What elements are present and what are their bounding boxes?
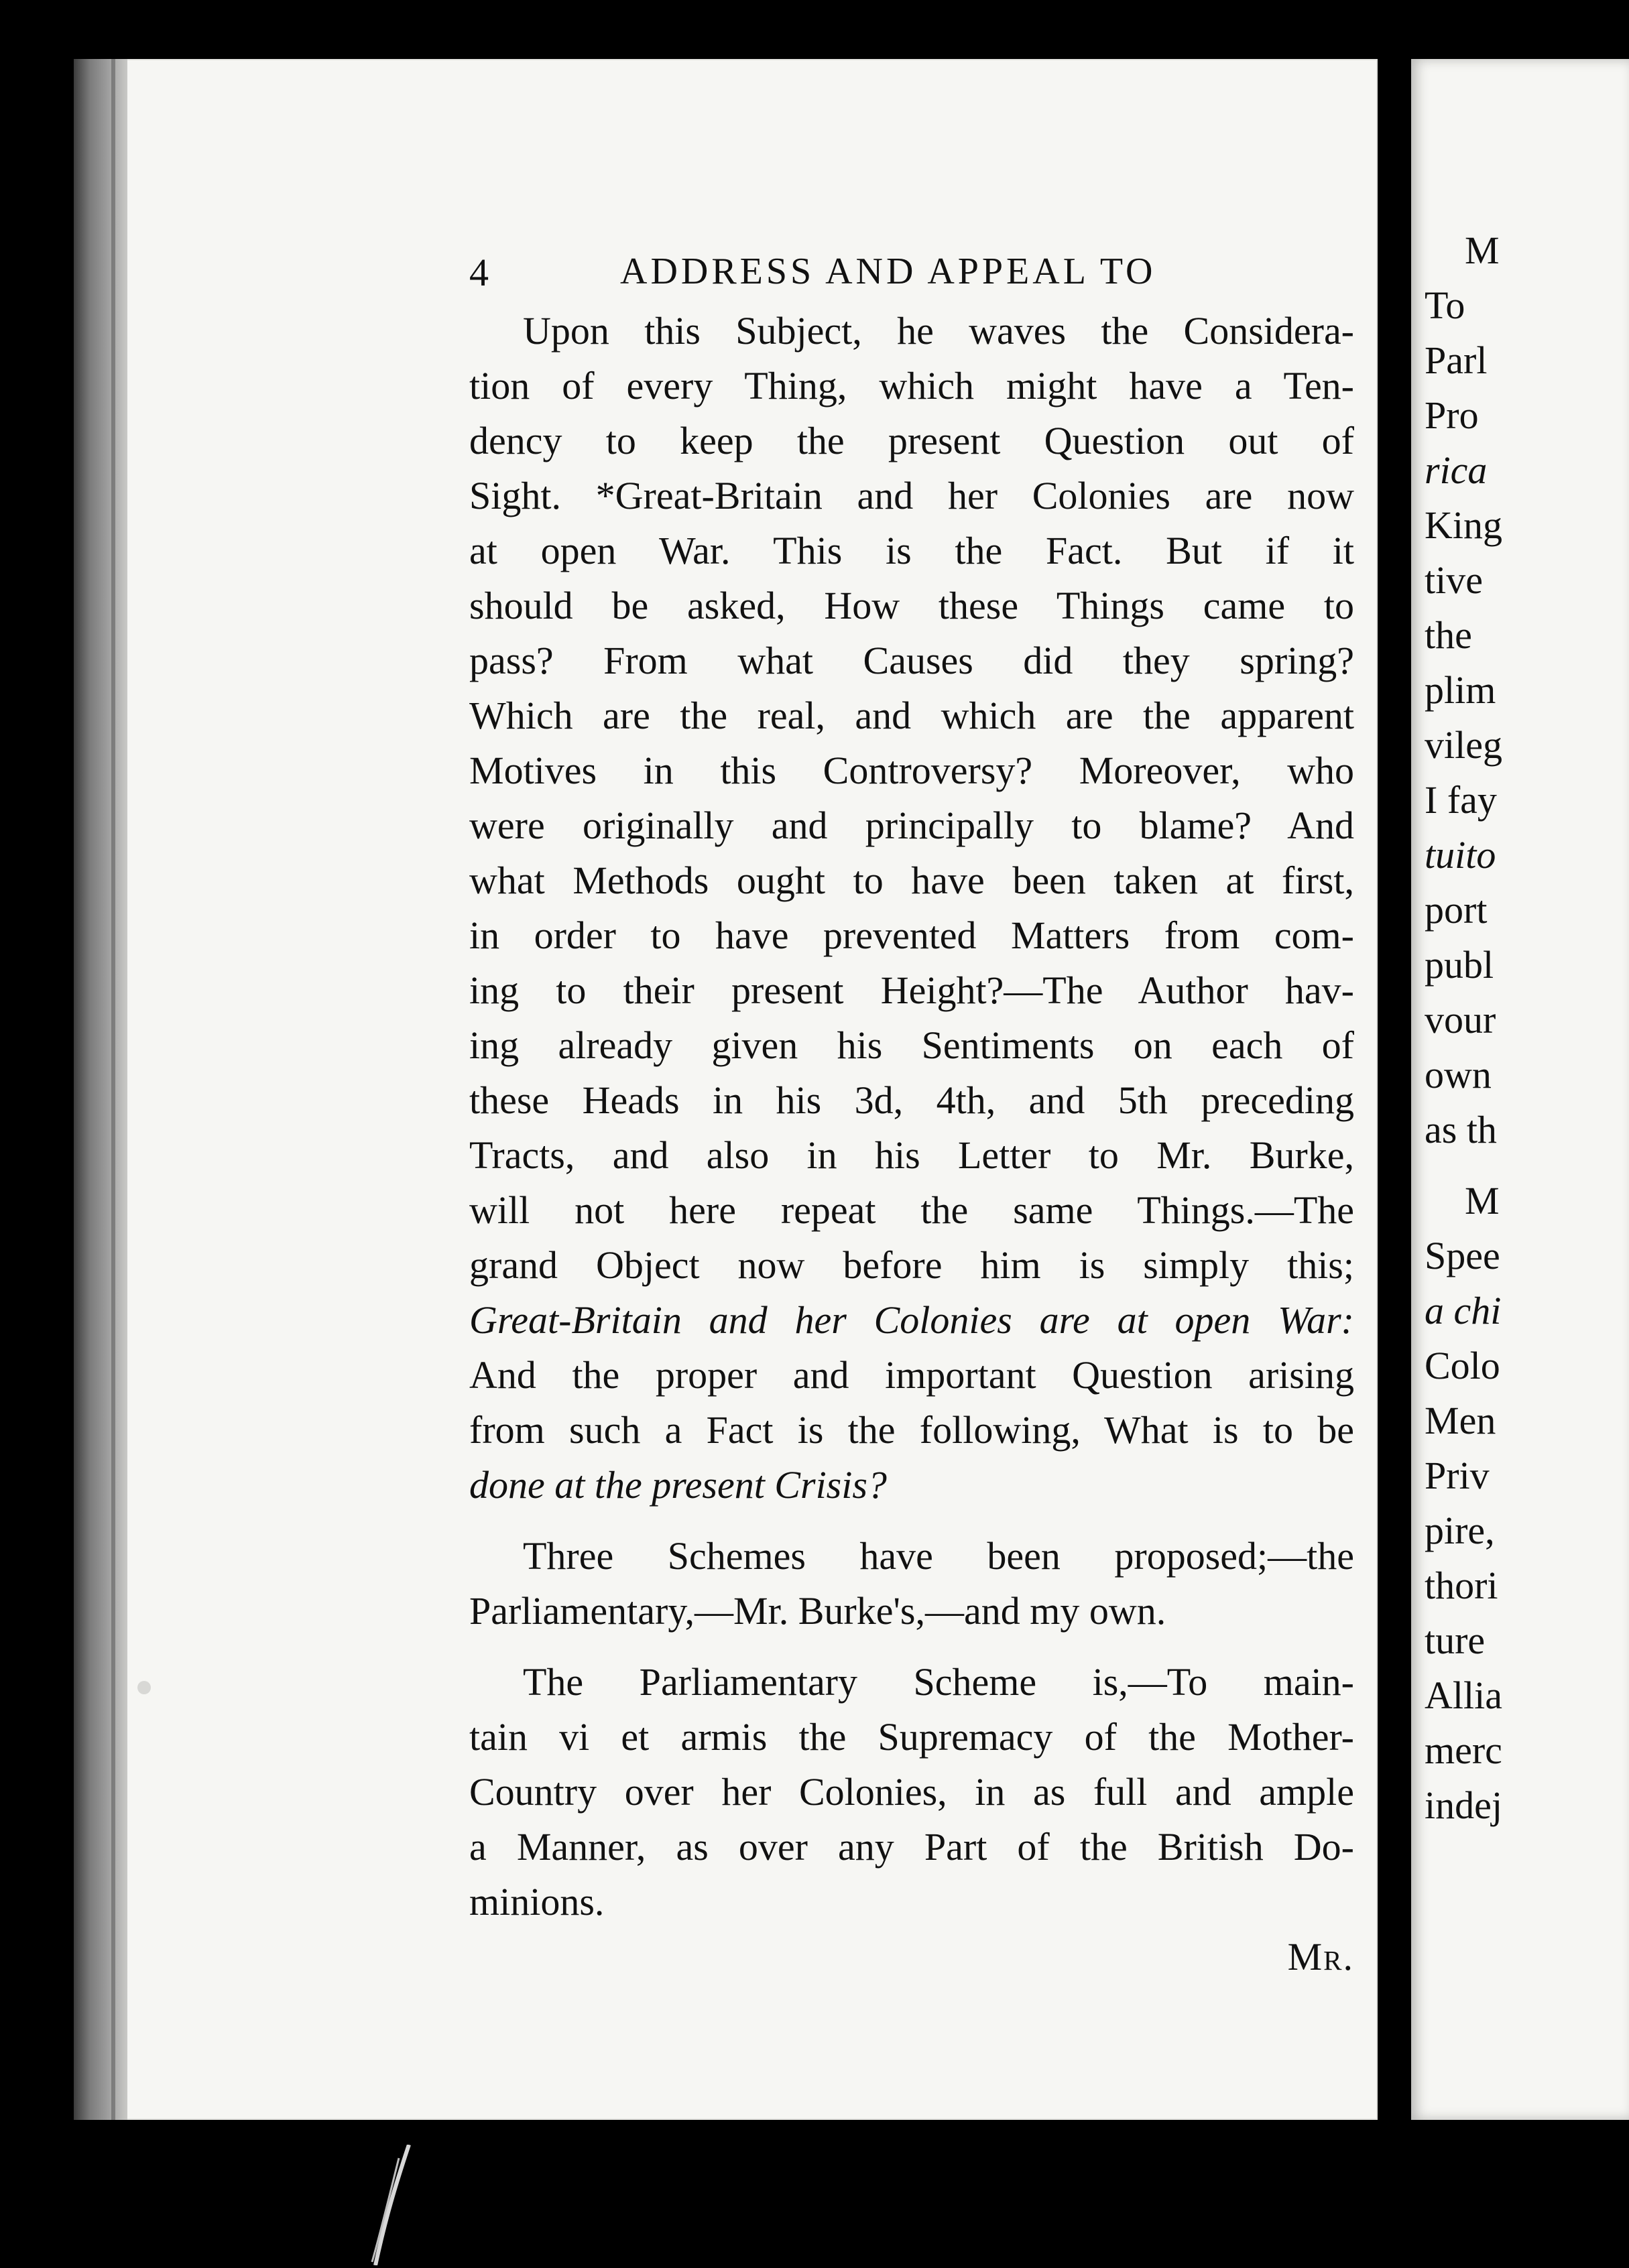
text-line: Country over her Colonies, in as full and ample: [469, 1770, 1354, 1814]
text-line: Sight. *Great-Britain and her Colonies are now: [469, 474, 1354, 517]
facing-line-fragment: Allia: [1425, 1674, 1502, 1717]
facing-line-fragment: To: [1425, 284, 1465, 327]
text-line: done at the present Crisis?: [469, 1463, 887, 1507]
facing-line-fragment: merc: [1425, 1728, 1502, 1772]
facing-line-fragment: the: [1425, 613, 1472, 657]
text-line: in order to have prevented Matters from com-: [469, 914, 1354, 957]
facing-line-fragment: a chi: [1425, 1289, 1502, 1332]
text-line: should be asked, How these Things came to: [469, 584, 1354, 627]
facing-line-fragment: thori: [1425, 1564, 1498, 1607]
catchword: [396, 1930, 1354, 1984]
facing-line-fragment: pire,: [1425, 1509, 1495, 1552]
facing-line-fragment: tive: [1425, 558, 1483, 602]
facing-line-fragment: Parl: [1425, 338, 1488, 382]
text-line: what Methods ought to have been taken at first,: [469, 859, 1354, 902]
text-line: from such a Fact is the following, What is to be: [469, 1408, 1354, 1452]
facing-line-fragment: indej: [1425, 1783, 1502, 1827]
text-line: Three Schemes have been proposed;—the: [523, 1534, 1354, 1578]
facing-line-fragment: ture: [1425, 1619, 1486, 1662]
running-head: [396, 230, 1354, 304]
right-page-fragment: [1411, 59, 1629, 2120]
facing-line-fragment: own: [1425, 1053, 1492, 1096]
text-line: ing already given his Sentiments on each of: [469, 1023, 1354, 1067]
text-line: Great-Britain and her Colonies are at open War:: [469, 1298, 1354, 1342]
facing-line-fragment: Colo: [1425, 1344, 1500, 1387]
facing-line-fragment: King: [1425, 503, 1502, 547]
facing-line-fragment: Pro: [1425, 393, 1479, 437]
text-line: Upon this Subject, he waves the Considera-: [523, 309, 1354, 353]
facing-line-fragment: tuito: [1425, 833, 1496, 877]
text-line: The Parliamentary Scheme is,—To main-: [523, 1660, 1354, 1704]
text-line: at open War. This is the Fact. But if it: [469, 529, 1354, 572]
facing-line-fragment: M: [1465, 229, 1500, 272]
facing-line-fragment: I fay: [1425, 778, 1497, 822]
page-gutter-edge: [74, 59, 127, 2120]
facing-line-fragment: publ: [1425, 943, 1494, 987]
text-line: ing to their present Height?—The Author hav-: [469, 968, 1354, 1012]
catchword-text: Mr.: [1287, 1935, 1354, 1978]
text-line: dency to keep the present Question out of: [469, 419, 1354, 462]
text-line: will not here repeat the same Things.—The: [469, 1188, 1354, 1232]
page-number: 4: [469, 251, 489, 294]
text-line: And the proper and important Question arising: [469, 1353, 1354, 1397]
page-text-block: [396, 230, 1354, 1984]
facing-line-fragment: Spee: [1425, 1234, 1500, 1277]
facing-line-fragment: plim: [1425, 668, 1496, 712]
text-line: Parliamentary,—Mr. Burke's,—and my own.: [469, 1589, 1166, 1633]
facing-line-fragment: port: [1425, 888, 1488, 932]
pen-mark: [369, 2145, 416, 2265]
body-text: [396, 304, 1354, 1930]
text-line: these Heads in his 3d, 4th, and 5th preceding: [469, 1078, 1354, 1122]
text-line: Tracts, and also in his Letter to Mr. Burke,: [469, 1133, 1354, 1177]
facing-line-fragment: rica: [1425, 448, 1488, 492]
facing-line-fragment: M: [1465, 1179, 1500, 1222]
facing-line-fragment: as th: [1425, 1108, 1497, 1151]
text-line: a Manner, as over any Part of the British Do-: [469, 1825, 1354, 1869]
text-line: Which are the real, and which are the apparent: [469, 694, 1354, 737]
facing-line-fragment: vour: [1425, 998, 1496, 1042]
text-line: grand Object now before him is simply this;: [469, 1243, 1354, 1287]
text-line: tain vi et armis the Supremacy of the Mother-: [469, 1715, 1354, 1759]
text-line: pass? From what Causes did they spring?: [469, 639, 1354, 682]
facing-line-fragment: vileg: [1425, 723, 1502, 767]
facing-line-fragment: Men: [1425, 1399, 1496, 1442]
facing-line-fragment: Priv: [1425, 1454, 1490, 1497]
running-head-title: ADDRESS AND APPEAL TO: [620, 251, 1156, 292]
text-line: minions.: [469, 1880, 605, 1924]
ink-smudge: [137, 1681, 151, 1694]
text-line: were originally and principally to blame? And: [469, 804, 1354, 847]
text-line: Motives in this Controversy? Moreover, who: [469, 749, 1354, 792]
text-line: tion of every Thing, which might have a Ten-: [469, 364, 1354, 407]
left-page: [74, 59, 1378, 2120]
facing-page-text: [1425, 223, 1502, 1833]
